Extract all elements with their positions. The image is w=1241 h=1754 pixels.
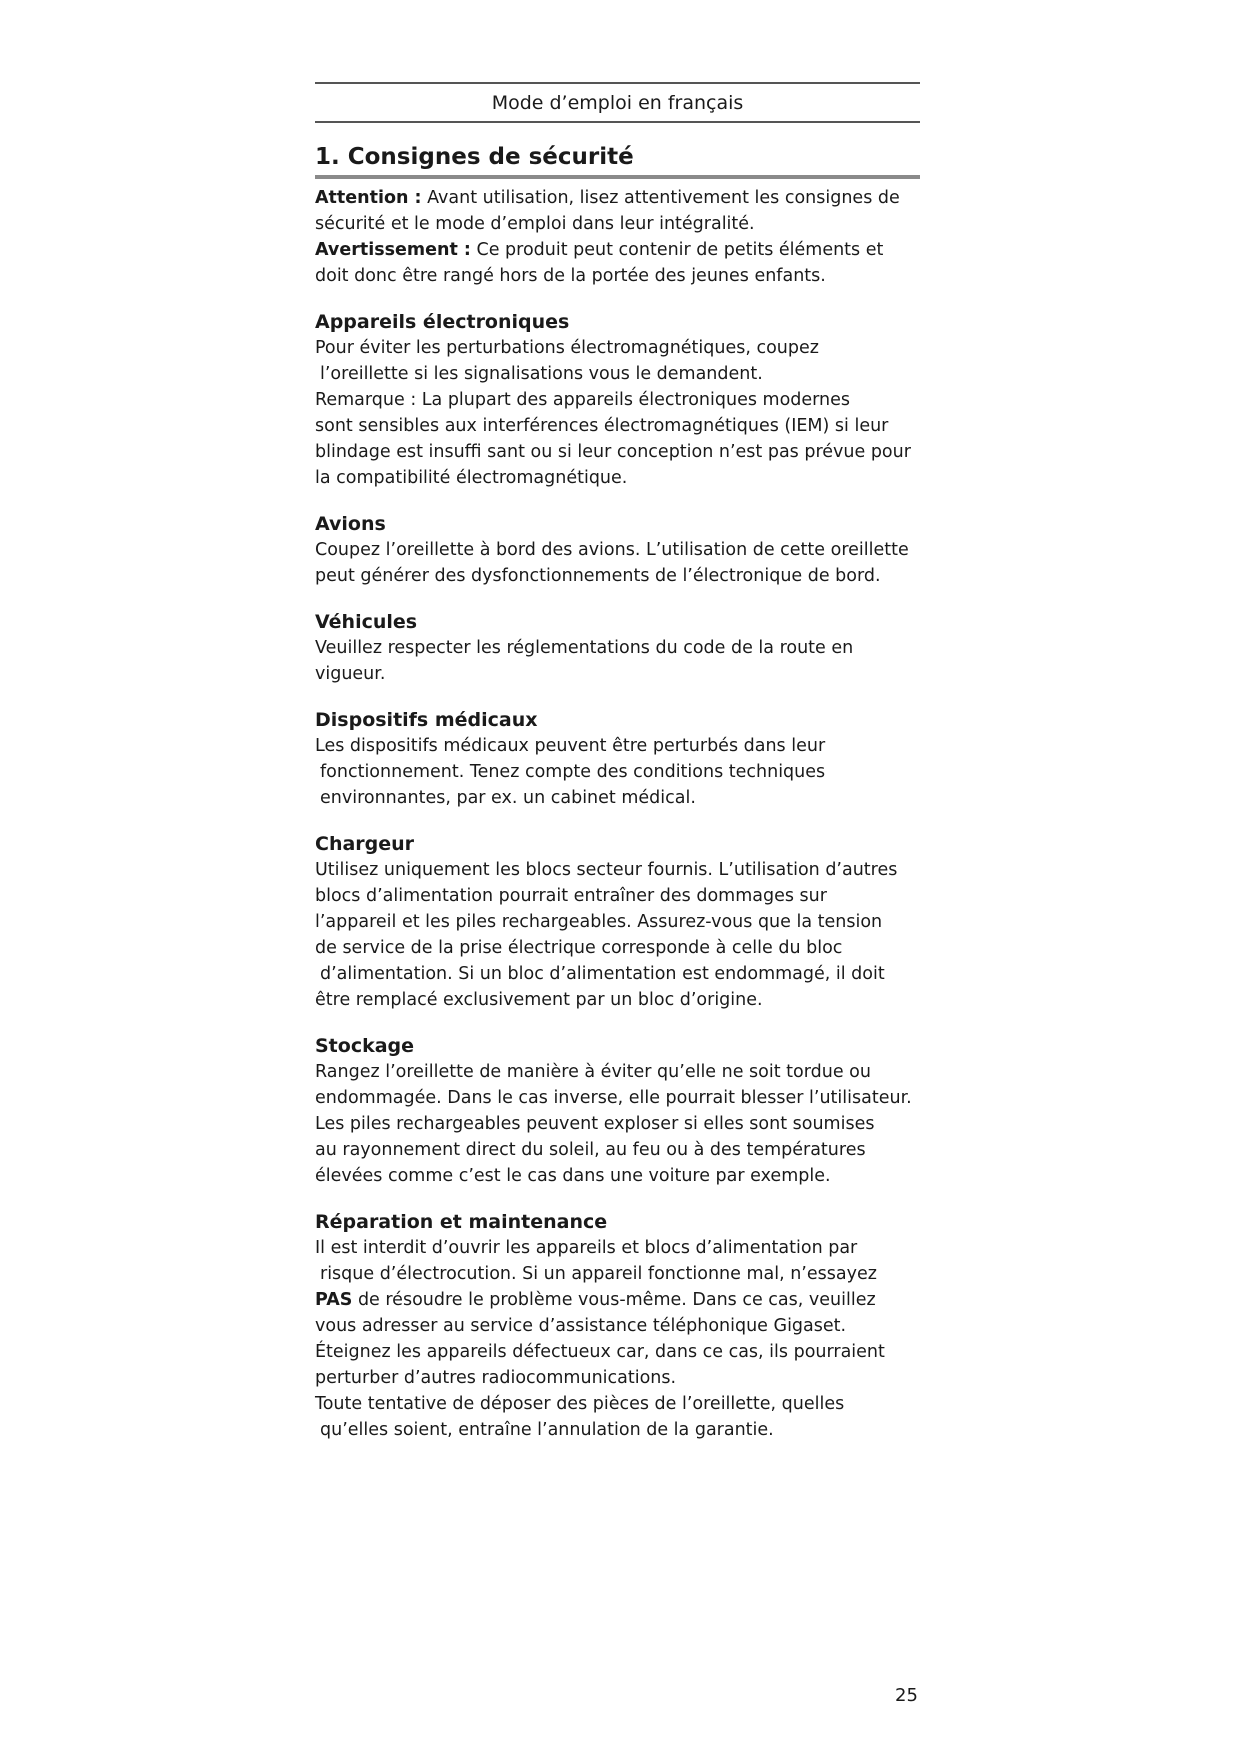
running-header [315,82,920,123]
header-title: Mode d’emploi en français [491,91,744,114]
section-body: Coupez l’oreillette à bord des avions. L’utilisation de cette oreillette peut générer des dysfonctionnements de l’électronique de bord. [315,540,909,586]
emphasis-pas: PAS [315,1290,353,1310]
section-heading: Chargeur [315,833,415,855]
intro-line: sécurité et le mode d’emploi dans leur intégralité. [315,214,755,234]
warning-label: Avertissement : [315,240,471,260]
section-body: Il est interdit d’ouvrir les appareils et blocs d’alimentation par risque d’électrocution. Si un appareil fonctionne mal, n’essayez PAS de résoudre le problème vous-même. Dans ce cas, veuillez vous adresser au service d’assistance téléphonique Gigaset. Éteignez les appareils défectueux car, dans ce cas, ils pourraient perturber d’autres radiocommunications. Toute tentative de déposer des pièces de l’oreillette, quelles qu’elles soient, entraîne l’annulation de la garantie. [315,1238,885,1440]
attention-label: Attention : [315,188,422,208]
section-heading: Appareils électroniques [315,311,570,333]
intro-line: doit donc être rangé hors de la portée des jeunes enfants. [315,266,826,286]
section-heading: Stockage [315,1035,415,1057]
chapter-title: 1. Consignes de sécurité [315,144,634,170]
intro-line: Avertissement : Ce produit peut contenir de petits éléments et [315,240,884,260]
intro-line: Attention : Avant utilisation, lisez attentivement les consignes de [315,188,900,208]
section-body: Veuillez respecter les réglementations du code de la route en vigueur. [315,638,854,684]
document-page [315,82,920,1443]
intro-block [315,185,920,289]
section-repair-maintenance [315,1209,920,1443]
section-storage [315,1033,920,1189]
section-body: Rangez l’oreillette de manière à éviter qu’elle ne soit tordue ou endommagée. Dans le cas inverse, elle pourrait blesser l’utilisateur. Les piles rechargeables peuvent exploser si elles sont soumises au rayonnement direct du soleil, au feu ou à des températures élevées comme c’est le cas dans une voiture par exemple. [315,1062,912,1186]
section-body: Utilisez uniquement les blocs secteur fournis. L’utilisation d’autres blocs d’alimentation pourrait entraîner des dommages sur l’appareil et les piles rechargeables. Assurez-vous que la tension de service de la prise électrique corresponde à celle du bloc d’alimentation. Si un bloc d’alimentation est endommagé, il doit être remplacé exclusivement par un bloc d’origine. [315,860,898,1010]
section-body: Pour éviter les perturbations électromagnétiques, coupez l’oreillette si les signalisations vous le demandent. Remarque : La plupart des appareils électroniques modernes sont sensibles aux interférences électromagnétiques (IEM) si leur blindage est insuffi sant ou si leur conception n’est pas prévue pour la compatibilité électromagnétique. [315,338,911,488]
chapter-rule [315,175,920,179]
section-heading: Avions [315,513,386,535]
section-body: Les dispositifs médicaux peuvent être perturbés dans leur fonctionnement. Tenez compte des conditions techniques environnantes, par ex. un cabinet médical. [315,736,826,808]
section-electronic-devices [315,309,920,491]
section-medical-devices [315,707,920,811]
section-charger [315,831,920,1013]
section-aircraft [315,511,920,589]
section-heading: Réparation et maintenance [315,1211,608,1233]
section-heading: Véhicules [315,611,418,633]
page-number: 25 [895,1685,918,1706]
section-heading: Dispositifs médicaux [315,709,538,731]
section-vehicles [315,609,920,687]
